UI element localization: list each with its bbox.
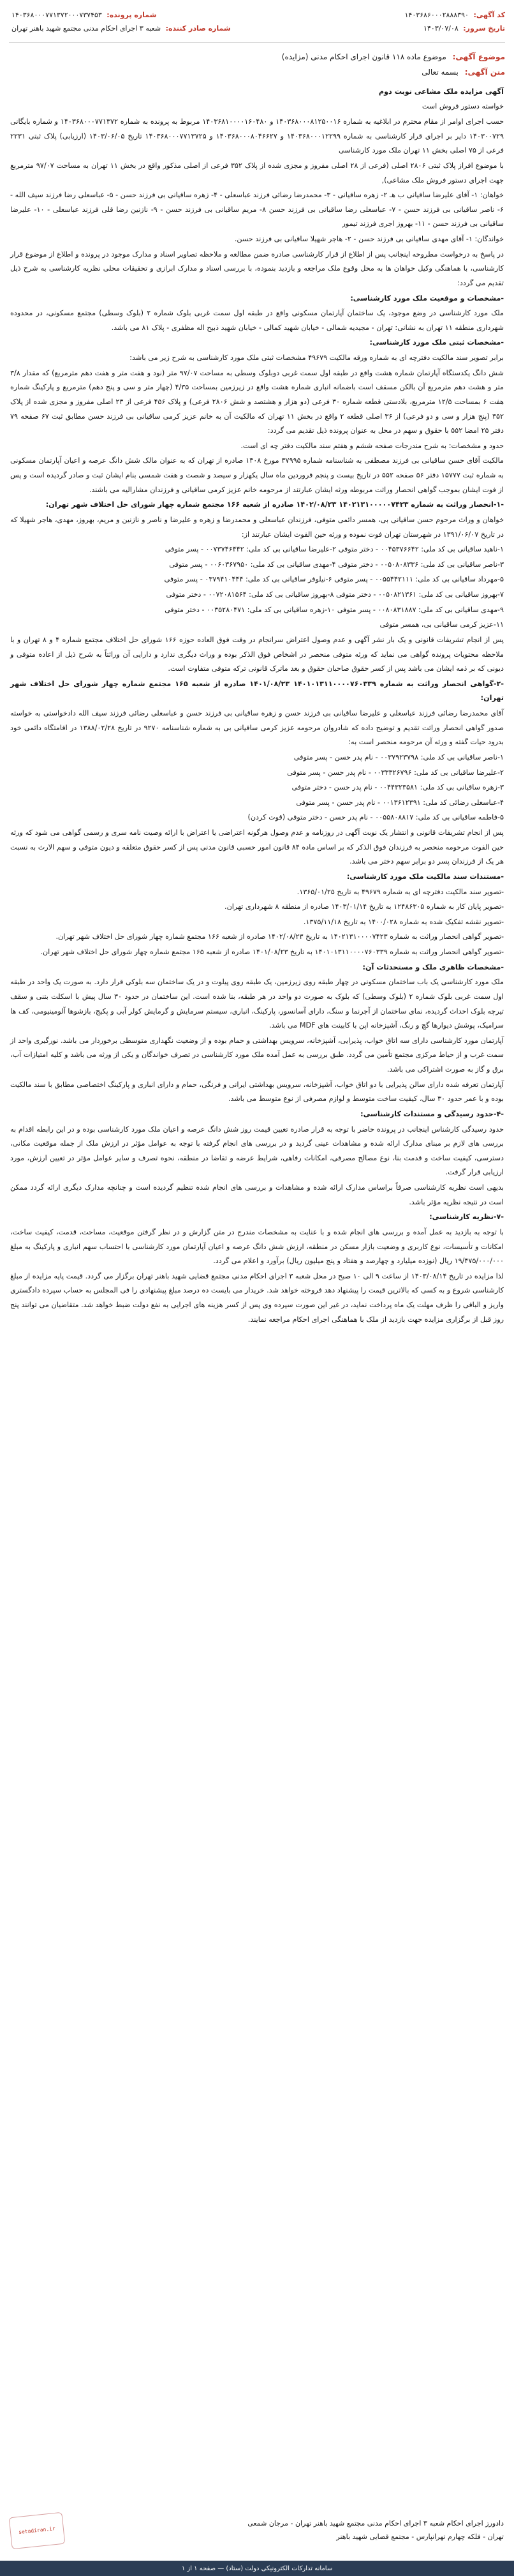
header-row-2	[9, 22, 505, 36]
body-paragraph: ۱۱-عزیز کرمی ساقیانی بی، همسر متوفی	[379, 620, 504, 629]
ad-code-value: ۱۴۰۳۶۸۶۰۰۰۲۸۸۸۳۹۰	[404, 11, 469, 19]
signature-line-2: تهران - فلکه چهارم تهرانپارس - مجتمع قضایی شهید باهنر	[336, 2533, 504, 2541]
body-paragraph: -تصویر نقشه تفکیک شده به شماره ۱۴۰۰/۰۲۸ به تاریخ ۱۳۷۵/۱۱/۱۸.	[303, 917, 504, 926]
body-paragraph: -مشخصات ثبتی ملک مورد کارشناسی:	[369, 338, 504, 347]
body-paragraph: پس از انجام تشریفات قانونی و انتشار یک نوبت آگهی در روزنامه و عدم وصول هرگونه اعتراضی یا اعتراض با ارائه وصیت نامه سری و رسمی گواهی می شود که ورثه حین الفوت مرحومه منحصر به فرزندان فوق الذکر که بر اساس ماده ۸۴ قانون امور حسبی قانون مدنی پس از کسر حقوق متعلقه و دیون متوفی و سهم الارث به نسبت هر یک از فرزندان پسر دو برابر سهم دختر می باشد.	[10, 828, 504, 866]
intro-label: متن آگهی:	[464, 67, 505, 77]
issuer-label: شماره صادر کننده:	[165, 24, 231, 33]
body-paragraph: -مستندات سند مالکیت ملک مورد کارشناسی:	[346, 872, 504, 881]
header-divider	[9, 42, 505, 43]
publish-date-value: ۱۴۰۳/۰۷/۰۸	[423, 24, 459, 33]
body-paragraph: بدیهی است نظریه کارشناسی صرفاً براساس مدارک ارائه شده و مشاهدات و بررسی های انجام شده تنظیم گردیده است و چنانچه مدارک دیگری ارائه گردد ممکن است در نتیجه نظریه مؤثر باشد.	[10, 1183, 504, 1206]
body-paragraph: با توجه به بازدید به عمل آمده و بررسی های انجام شده و با عنایت به مشخصات مندرج در متن گزارش و در نظر گرفتن موقعیت، مساحت، قدمت، کیفیت ساخت، امکانات و تأسیسات، نوع کاربری و وضعیت بازار مسکن در منطقه، ارزش شش دانگ عرصه و اعیان آپارتمان مورد کارشناسی با احتساب سهم انباری و پارکینگ به مبلغ ۱۹/۴۷۵/۰۰۰/۰۰۰ ریال (نوزده میلیارد و چهارصد و هفتاد و پنج میلیون ریال) برآورد و اعلام می گردد.	[10, 1227, 504, 1266]
body-paragraph: آپارتمان تعرفه شده دارای سالن پذیرایی با دو اتاق خواب، آشپزخانه، سرویس بهداشتی ایرانی و فرنگی، حمام و دارای انباری و پارکینگ اختصاصی مطابق با سند مالکیت بوده و با عمر حدود ۳۰ سال، کیفیت ساخت متوسط و لوازم مصرفی از نوع متوسط می باشد.	[10, 1080, 504, 1104]
body-paragraph: خواهان و وراث مرحوم حسن ساقیانی بی، همسر دائمی متوفی، فرزندان عباسعلی و محمدرضا و زهره و علیرضا و ناصر و نازنین و مریم، بهروز، مهدی، هاجر شهیلا که در تاریخ ۱۳۹۱/۰۶/۰۷ در شهرستان تهران فوت نموده و ورثه حین الفوت ایشان عبارتند از:	[10, 515, 504, 539]
issuer	[9, 22, 231, 36]
body-paragraph: در پاسخ به درخواست مطروحه اینجانب پس از اطلاع از قرار کارشناسی صادره ضمن مطالعه و ملاحظه تصاویر اسناد و مدارک موجود در پرونده و اطلاع از موضوع قرار کارشناسی، با هماهنگی وکیل خواهان ها به محل وقوع ملک مراجعه و بازدید بنموده، با بررسی اسناد و مدارک ابرازی و تحقیقات محلی نظریه کارشناسی به شرح ذیل تقدیم می گردد:	[10, 250, 504, 287]
letter-no-label: شماره پرونده:	[106, 11, 157, 19]
subject-text: موضوع ماده ۱۱۸ قانون اجرای احکام مدنی (مزایده)	[281, 52, 446, 61]
signature-block	[10, 2515, 504, 2547]
notice-body	[0, 80, 514, 1328]
body-paragraph: ۴-عباسعلی رضائی کد ملی: ۰۰۱۳۶۱۲۳۹۱ - نام پدر حسن - پسر متوفی	[296, 798, 504, 807]
body-paragraph: ۷-بهروز ساقیانی بی کد ملی: ۰۰۵۰۸۲۱۳۶۱ - دختر متوفی ۸-بهروز ساقیانی بی کد ملی: ۰۰۷۲۰۸۱۵۶۴ - دختر متوفی	[166, 590, 504, 599]
body-paragraph: -۲-گواهی انحصار وراثت به شماره ۱۴۰۱۰۱۳۱۱۰۰۰۰۷۶۰۳۳۹ ۱۴۰۱/۰۸/۲۳ صادره از شعبه ۱۶۵ مجتمع شماره چهار شورای حل اختلاف شهر تهران:	[10, 679, 504, 703]
body-paragraph: ۵-مهرداد ساقیانی بی کد ملی: ۰۰۵۵۴۴۲۱۱۱ - پسر متوفی ۶-نیلوفر ساقیانی بی کد ملی: ۰۳۷۹۴۱۰۴۴۴ - پسر متوفی	[164, 575, 504, 584]
ad-code-label: کد آگهی:	[473, 11, 505, 19]
body-paragraph: خواندگان: ۱- آقای مهدی ساقیانی بی فرزند حسن - ۲- هاجر شهیلا ساقیانی بی فرزند حسن.	[234, 235, 504, 244]
footer-text: سامانه تدارکات الکترونیکی دولت (ستاد) — صفحه ۱ از ۱	[181, 2565, 333, 2572]
body-paragraph: -مشخصات و موقعیت ملک مورد کارشناسی:	[350, 294, 504, 303]
body-paragraph: مالکیت آقای حسن ساقیانی بی فرزند مصطفی به شناسنامه شماره ۳۷۹۹۵ مورخ ۱۳۰۸ صادره از تهران که به عنوان مالک شش دانگ عرصه و اعیان آپارتمان مسکونی به شماره ثبت ۱۵۷۷۷ دفتر ۵۶ صفحه ۵۵۲ در تاریخ بیست و پنجم فروردین ماه سال یکهزار و سیصد و شصت و هفت شمسی بنام ایشان ثبت و صادر گردیده است و پس از فوت ایشان بموجب گواهی انحصار وراثت مربوطه ورثه ایشان عبارتند از مرحومه خانم عزیز کرمی ساقیانی و فرزندان مشارالیه می باشند.	[10, 456, 504, 494]
body-paragraph: -مشخصات ظاهری ملک و مستحدثات آن:	[362, 962, 504, 971]
body-paragraph: حدود و مشخصات: به شرح مندرجات صفحه ششم و هفتم سند مالکیت دفتر چه ای است.	[240, 441, 504, 450]
body-paragraph: شش دانگ یکدستگاه آپارتمان شماره هشت واقع در طبقه اول سمت غربی دوبلوک وسطی به مساحت ۹۷/۰۷ متر (نود و هفت متر و هفت دهم مترمربع) که مقدار ۳/۸ متر و هشت دهم مترمربع آن بالکن مسقف است باضمانه انباری شماره هشت واقع در زیرزمین بمساحت ۴/۳۵ (چهار متر و سی و پنج دهم) مترمربع و پارکینگ شماره هفت ۶ بمساحت ۱۲/۵ مترمربع، بلادستی قطعه شماره ۳۰ فرعی (دو هزار و هشتصد و شش ۲۸۰۶ فرعی) و پلاک ۴۵۶ فرعی از ۲۳ اصلی مفروز و مجزی شده از پلاک ۳۵۲ (پنج هزار و سی و دو فرعی) از ۳۶ اصلی قطعه ۲ واقع در بخش ۱۱ تهران که مالکیت آن به خانم عزیز کرمی ساقیانی بی فرزند حسن مطابق ثبت ۶۷ صفحه ۷۹ دفتر ۲۵ امضا ۵۵۲ با حقوق و سهم در محل به عنوان پرونده ذیل تقدیم می گردد:	[10, 368, 504, 435]
notice-header	[0, 0, 514, 36]
body-paragraph: ۳-زهره ساقیانی بی کد ملی: ۰۰۴۴۳۲۳۵۸۱ - نام پدر حسن - دختر متوفی	[291, 783, 504, 792]
header-row-1	[9, 9, 505, 22]
intro-text: بسمه تعالی	[422, 67, 459, 77]
body-paragraph: -تصویر پایان کار به شماره ۱۲۴۸۶۳۰۵ به تاریخ ۱۴۰۳/۰۱/۱۴ صادره از منطقه ۸ شهرداری تهران.	[224, 902, 504, 911]
publish-date-label: تاریخ سرور:	[463, 24, 505, 33]
body-paragraph: -۱-انحصار وراثت به شماره ۱۴۰۲۱۳۱۰۰۰۰۰۷۴۲۳ ۱۴۰۲/۰۸/۲۳ صادره از شعبه ۱۶۶ مجتمع شماره چهار شورای حل اختلاف شهر تهران:	[45, 500, 504, 509]
body-paragraph: ۳-ناصر ساقیانی بی کد ملی: ۰۰۵۰۸۰۸۳۳۶ - دختر متوفی ۴-مهدی ساقیانی بی کد ملی: ۰۰۶۰۳۶۷۹۵۰ - پسر متوفی	[169, 560, 504, 569]
publish-date	[421, 22, 505, 36]
letter-no-value: ۱۴۰۳۶۸۰۰۰۷۷۱۳۷۲۰۰۰۷۳۷۴۵۳	[11, 11, 102, 19]
intro-line	[0, 64, 514, 80]
ad-code	[402, 9, 506, 22]
body-paragraph: -تصویر گواهی انحصار وراثت به شماره ۱۴۰۲۱۳۱۰۰۰۰۷۴۲۳ به تاریخ ۱۴۰۲/۰۸/۲۳ صادره از شعبه ۱۶۶ مجتمع شماره چهار شورای حل اختلاف شهر تهران.	[55, 932, 504, 941]
body-paragraph: ۹-مهدی ساقیانی بی کد ملی: ۰۰۸۰۸۳۱۸۸۷ - پسر متوفی ۱۰-زهره ساقیانی بی کد ملی: ۰۰۳۵۲۸۰۴۷۱ - دختر متوفی	[165, 605, 504, 614]
signature-text	[247, 2517, 504, 2544]
body-paragraph: پس از انجام تشریفات قانونی و یک بار نشر آگهی و عدم وصول اعتراض سرانجام در وقت فوق العاده حوزه ۱۶۶ شورای حل اختلاف مجتمع شماره ۴ و ۸ تهران و با ملاحظه محتویات پرونده گواهی می نماید که ورثه متوفی منحصر در اشخاص فوق الذکر بوده و وراث دیگری ندارد و دارایی آن وراثتاً به شرح ذیل از اعاده متوفی و دیونی که بر ذمه ایشان می باشد پس از کسر حقوق صاحبان حقوق و بعد ماترک قانونی ترکه متوفی متفاوت است.	[10, 635, 504, 673]
footer-bar	[0, 2561, 514, 2576]
body-paragraph: ۱-ناصر ساقیانی بی کد ملی: ۰۰۳۷۹۲۳۷۹۸ - نام پدر حسن - پسر متوفی	[293, 753, 504, 761]
body-paragraph: -۷-نظریه کارشناسی:	[429, 1213, 504, 1222]
body-paragraph: ملک مورد کارشناسی در وضع موجود، یک ساختمان آپارتمان مسکونی واقع در طبقه اول سمت غربی بلوک شماره ۲ (بلوک وسطی) مجتمع مسکونی، در محدوده شهرداری منطقه ۱۱ تهران به نشانی: تهران - مجیدیه شمالی - خیابان شهید کمالی - خیابان شهید ذبیح اله مظفری - پلاک ۸۱ می باشد.	[10, 309, 504, 332]
stamp-text: setadiran.ir	[18, 2526, 56, 2536]
subject-line	[0, 49, 514, 64]
body-paragraph: -۴-حدود رسیدگی و مستندات کارشناسی:	[360, 1109, 504, 1118]
body-paragraph: خواسته دستور فروش است	[422, 102, 504, 111]
body-paragraph: لذا مزایده در تاریخ ۱۴۰۳/۰۸/۱۴ از ساعت ۹ الی ۱۰ صبح در محل شعبه ۳ اجرای احکام مدنی مجتمع قضایی شهید باهنر تهران برگزار می گردد. قیمت پایه مزایده از مبلغ کارشناسی شروع و به کسی که بالاترین قیمت را پیشنهاد دهد فروخته خواهد شد. خریدار می بایست ده درصد مبلغ پیشنهادی را فی المجلس به حساب سپرده دادگستری واریز و الباقی را ظرف مهلت یک ماه پرداخت نماید، در غیر این صورت سپرده وی پس از کسر هزینه های اجرایی به نفع دولت ضبط خواهد شد. متقاضیان می توانند پنج روز قبل از برگزاری مزایده جهت بازدید از ملک با هماهنگی اجرای احکام مراجعه نمایند.	[10, 1271, 504, 1324]
body-paragraph: با موضوع افراز پلاک ثبتی ۲۸۰۶ اصلی (فرعی از ۲۸ اصلی مفروز و مجزی شده از پلاک ۳۵۲ فرعی از اصلی مذکور واقع در بخش ۱۱ تهران به مساحت ۹۷/۰۷ مترمربع جهت اجرای دستور فروش ملک مشاعی),	[10, 161, 504, 184]
letter-number	[9, 9, 156, 22]
body-paragraph: -تصویر گواهی انحصار وراثت به شماره ۱۴۰۱۰۱۳۱۱۰۰۰۰۷۶۰۳۳۹ به تاریخ ۱۴۰۱/۰۸/۲۳ صادره از شعبه ۱۶۵ مجتمع شماره چهار شورای حل اختلاف شهر تهران.	[40, 948, 504, 957]
body-paragraph: آگهی مزایده ملک مشاعی نوبت دوم	[378, 87, 504, 96]
body-paragraph: حسب اجرای اوامر از مقام محترم در ابلاغیه به شماره ۱۴۰۳۶۸۰۰۰۸۱۲۵۰۰۱۶ و ۱۴۰۳۶۸۱۰۰۰۰۱۶۰۴۸۰ مربوط به پرونده به شماره ۱۴۰۳۶۸۰۰۰۷۷۱۳۷۲ و شماره بایگانی ۱۴۰۳۰۰۷۲۹ دایر بر اجرای قرار کارشناسی به شماره ۱۴۰۳۶۸۰۰۰۱۲۲۹۹ و ۱۴۰۳۶۸۰۰۰۸۰۴۶۶۲۷ و ۱۴۰۳۶۸۰۰۰۷۷۱۳۷۲۵ تاریخ ۱۴۰۳/۰۶/۰۵ (ارزیابی) پلاک ثبتی ۲۲۳۱ فرعی از ۷۵ اصلی بخش ۱۱ تهران ملک مورد کارشناسی	[10, 117, 504, 155]
body-paragraph: ۱-ناهید ساقیانی بی کد ملی: ۰۰۴۵۳۷۶۶۴۲ - دختر متوفی ۲-علیرضا ساقیانی بی کد ملی: ۰۰۷۳۷۴۶۴۴۲ - پسر متوفی	[165, 545, 504, 554]
body-paragraph: حدود رسیدگی کارشناس اینجانب در پرونده حاضر با توجه به قرار صادره تعیین قیمت روز شش دانگ عرصه و اعیان ملک مورد کارشناسی بوده و در این رابطه اقدام به بررسی های لازم بر مبنای مدارک ارائه شده و مشاهدات عینی گردید و در بررسی های انجام گرفته با توجه به عوامل مؤثر در ارزش ملک از جمله موقعیت مکانی، دسترسی، کیفیت ساخت و قدمت بنا، نوع مصالح مصرفی، امکانات رفاهی، شرایط عرضه و تقاضا در منطقه، نحوه تصرف و سایر عوامل مؤثر در تعیین ارزش، مورد ارزیابی قرار گرفت.	[10, 1125, 504, 1177]
issuer-value: شعبه ۳ اجرای احکام مدنی مجتمع شهید باهنر تهران	[11, 24, 161, 33]
body-paragraph: خواهان: ۱- آقای علیرضا ساقیانی ب هـ ۲- زهره ساقیانی - ۳- محمدرضا رضائی فرزند عباسعلی - ۴- زهره ساقیانی بی فرزند حسن - ۵- عباسعلی رضا فرزند سیف الله - ۶- ناصر ساقیانی بی فرزند حسن - ۷- عباسعلی رضا ساقیانی بی فرزند حسن ۸- مریم ساقیانی بی فرزند حسن - ۹- نازنین رضا قلی فرزند عباسعلی - ۱۰- علیرضا ساقیانی بی فرزند حسن - ۱۱- بهروز اجری فرزند تیمور	[10, 191, 504, 228]
official-stamp	[9, 2512, 66, 2550]
subject-label: موضوع آگهی:	[452, 52, 505, 61]
body-paragraph: آپارتمان مورد کارشناسی دارای سه اتاق خواب، پذیرایی، آشپزخانه، سرویس بهداشتی و حمام بوده و از وضعیت نگهداری متوسطی برخوردار می باشد. نورگیری واحد از سمت غرب و از حیاط مرکزی مجتمع تأمین می گردد. طبق بررسی به عمل آمده ملک مورد کارشناسی در تصرف خواندگان و یکی از ورثه می باشد و کلیه امتیازات آب، برق و گاز به صورت اشتراکی می باشد.	[10, 1036, 504, 1074]
signature-line-1: دادورز اجرای احکام شعبه ۳ اجرای احکام مدنی مجتمع شهید باهنر تهران - مرجان شمعی	[247, 2519, 504, 2528]
body-paragraph: -تصویر سند مالکیت دفترچه ای به شماره ۴۹۶۷۹ به تاریخ ۱۳۶۵/۰۱/۲۵.	[297, 887, 504, 896]
body-paragraph: آقای محمدرضا رضائی فرزند عباسعلی و علیرضا ساقیانی بی فرزند حسن و زهره ساقیانی بی فرزند حسن و عباسعلی رضائی فرزند سیف الله دادخواستی به خواسته صدور گواهی انحصار وراثت تقدیم و توضیح داده که شادروان مرحومه عزیز کرمی ساقیانی بی به شماره شناسنامه ۹۲۷۰ در تاریخ ۱۳۸۸/۰۲/۲۸ در اقامتگاه دائمی خود بدرود حیات گفته و ورثه آن مرحومه منحصر است به:	[10, 709, 504, 747]
body-paragraph: برابر تصویر سند مالکیت دفترچه ای به شماره ورقه مالکیت ۴۹۶۷۹ مشخصات ثبتی ملک مورد کارشناسی به شرح زیر می باشد:	[129, 354, 504, 363]
body-paragraph: ۵-فاطمه ساقیانی بی کد ملی: ۰۰۵۵۸۰۸۸۱۷ - نام پدر حسن - دختر متوفی (قوت کردن)	[247, 813, 504, 822]
body-paragraph: ۲-علیرضا ساقیانی بی کد ملی: ۰۰۳۳۳۲۶۷۹۶ - نام پدر حسن - پسر متوفی	[287, 768, 504, 777]
body-paragraph: ملک مورد کارشناسی یک باب ساختمان مسکونی در چهار طبقه روی زیرزمین، یک طبقه روی پیلوت و در یک ساختمان سه بلوکی قرار دارد. به صورت یک واحد در طبقه اول سمت غربی بلوک شماره ۲ (بلوک وسطی) که بلوک به صورت دو واحد در هر طبقه، بنا شده است. این ساختمان در حدود ۳۰ سال پیش با اسکلت بتنی و سقف تیرچه بلوک احداث گردیده، نمای ساختمان از آجرنما و سنگ، دارای آسانسور، پارکینگ، انباری، سیستم سرمایش و گرمایش کولر آبی و پکیج، بازشوها آلومینیومی، کف ها سرامیک، پوشش دیوارها گچ و رنگ، آشپزخانه اپن با کابینت های MDF می باشد.	[10, 978, 504, 1030]
